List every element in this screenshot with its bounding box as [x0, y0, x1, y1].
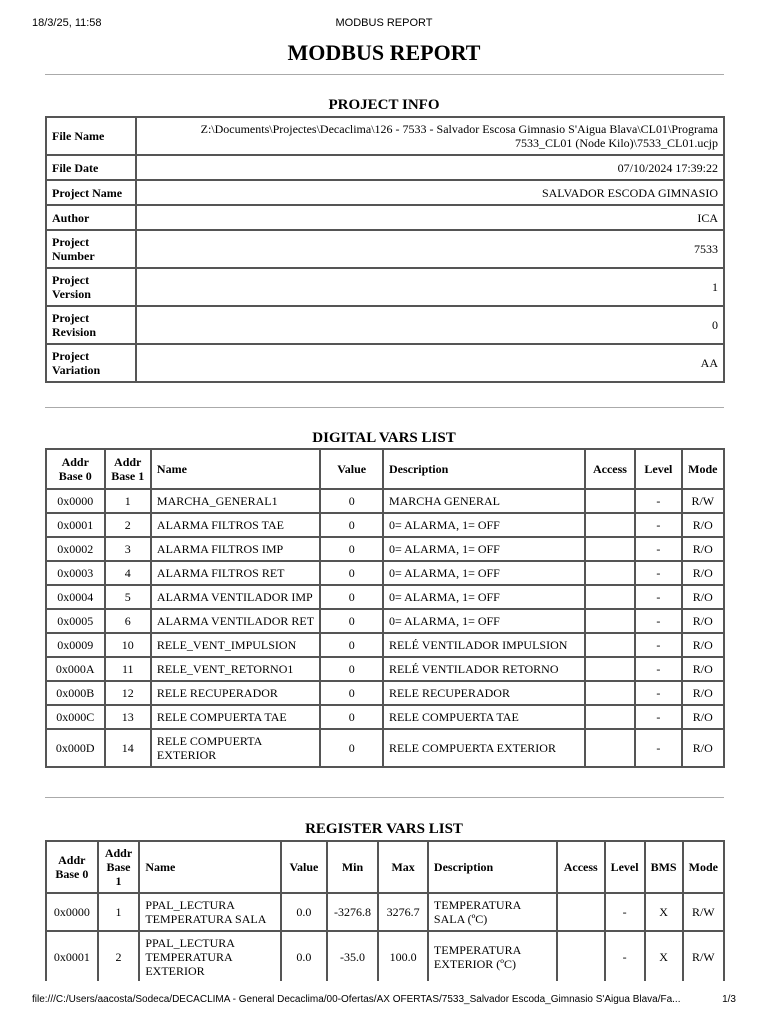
cell-addr0: 0x000D [46, 729, 105, 767]
print-header [32, 17, 736, 31]
cell-value: 0 [320, 609, 383, 633]
print-title: MODBUS REPORT [335, 17, 433, 29]
cell-mode: R/O [682, 657, 724, 681]
cell-name: RELE COMPUERTA EXTERIOR [151, 729, 321, 767]
col-level: Level [605, 841, 645, 893]
report-title: MODBUS REPORT [287, 40, 481, 65]
cell-addr0: 0x0002 [46, 537, 105, 561]
table-row [46, 489, 724, 513]
cell-addr1: 12 [105, 681, 151, 705]
cell-mode: R/W [682, 489, 724, 513]
col-name: Name [151, 449, 321, 489]
register-vars-clip [0, 840, 768, 981]
cell-level: - [635, 729, 681, 767]
cell-value: 0 [320, 585, 383, 609]
cell-level: - [635, 609, 681, 633]
info-value: Z:\Documents\Projectes\Decaclima\126 - 7533 - Salvador Escosa Gimnasio S'Aigua Blava\CL01\Programa 7533_CL01 (Node Kilo)\7533_CL01.ucjp [136, 117, 724, 155]
cell-addr0: 0x0000 [46, 893, 98, 931]
info-value: 7533 [136, 230, 724, 268]
table-row [46, 633, 724, 657]
cell-value: 0 [320, 705, 383, 729]
cell-value: 0.0 [281, 893, 327, 931]
info-key: File Name [46, 117, 136, 155]
table-row [46, 585, 724, 609]
cell-name: ALARMA FILTROS IMP [151, 537, 321, 561]
cell-addr0: 0x0005 [46, 609, 105, 633]
register-vars-title: REGISTER VARS LIST [305, 821, 463, 837]
cell-addr1: 2 [105, 513, 151, 537]
cell-addr0: 0x0001 [46, 513, 105, 537]
cell-description: TEMPERATURA SALA (ºC) [428, 893, 557, 931]
cell-access [585, 705, 635, 729]
cell-value: 0 [320, 681, 383, 705]
col-mode: Mode [683, 841, 724, 893]
cell-addr1: 1 [98, 893, 140, 931]
cell-addr1: 3 [105, 537, 151, 561]
cell-addr1: 2 [98, 931, 140, 981]
info-value: AA [136, 344, 724, 382]
info-key: Project Name [46, 180, 136, 205]
cell-level: - [635, 537, 681, 561]
col-addr-base-0: Addr Base 0 [46, 449, 105, 489]
cell-mode: R/O [682, 585, 724, 609]
cell-description: RELE RECUPERADOR [383, 681, 585, 705]
cell-description: TEMPERATURA EXTERIOR (ºC) [428, 931, 557, 981]
cell-value: 0 [320, 537, 383, 561]
table-row [46, 561, 724, 585]
info-key: Project Variation [46, 344, 136, 382]
cell-access [585, 513, 635, 537]
table-row [46, 681, 724, 705]
col-value: Value [281, 841, 327, 893]
cell-mode: R/O [682, 513, 724, 537]
cell-description: 0= ALARMA, 1= OFF [383, 537, 585, 561]
cell-access [557, 893, 605, 931]
cell-name: ALARMA VENTILADOR IMP [151, 585, 321, 609]
project-info-title: PROJECT INFO [328, 97, 440, 113]
cell-mode: R/O [682, 537, 724, 561]
cell-access [585, 681, 635, 705]
cell-addr1: 10 [105, 633, 151, 657]
cell-description: RELE COMPUERTA EXTERIOR [383, 729, 585, 767]
col-max: Max [378, 841, 428, 893]
cell-description: RELÉ VENTILADOR IMPULSION [383, 633, 585, 657]
cell-min: -35.0 [327, 931, 379, 981]
col-addr-base-0: Addr Base 0 [46, 841, 98, 893]
col-addr-base-1: Addr Base 1 [98, 841, 140, 893]
cell-name: PPAL_LECTURA TEMPERATURA SALA [139, 893, 281, 931]
cell-addr0: 0x000B [46, 681, 105, 705]
cell-addr0: 0x0009 [46, 633, 105, 657]
info-value: 0 [136, 306, 724, 344]
cell-name: RELE RECUPERADOR [151, 681, 321, 705]
cell-value: 0 [320, 489, 383, 513]
table-row [46, 657, 724, 681]
info-value: 07/10/2024 17:39:22 [136, 155, 724, 180]
cell-value: 0.0 [281, 931, 327, 981]
cell-addr1: 14 [105, 729, 151, 767]
cell-mode: R/O [682, 633, 724, 657]
cell-addr0: 0x000C [46, 705, 105, 729]
project-info-table [45, 116, 725, 383]
cell-level: - [635, 681, 681, 705]
info-value: ICA [136, 205, 724, 230]
cell-description: RELE COMPUERTA TAE [383, 705, 585, 729]
info-value: SALVADOR ESCODA GIMNASIO [136, 180, 724, 205]
cell-max: 3276.7 [378, 893, 428, 931]
info-key: File Date [46, 155, 136, 180]
cell-addr0: 0x0001 [46, 931, 98, 981]
divider [45, 74, 724, 75]
cell-description: 0= ALARMA, 1= OFF [383, 513, 585, 537]
col-access: Access [585, 449, 635, 489]
cell-description: 0= ALARMA, 1= OFF [383, 561, 585, 585]
cell-description: RELÉ VENTILADOR RETORNO [383, 657, 585, 681]
print-footer [32, 994, 736, 1008]
cell-name: ALARMA FILTROS TAE [151, 513, 321, 537]
cell-name: MARCHA_GENERAL1 [151, 489, 321, 513]
cell-value: 0 [320, 657, 383, 681]
cell-value: 0 [320, 633, 383, 657]
col-access: Access [557, 841, 605, 893]
cell-access [585, 489, 635, 513]
col-addr-base-1: Addr Base 1 [105, 449, 151, 489]
cell-level: - [605, 931, 645, 981]
table-row [46, 705, 724, 729]
cell-level: - [635, 585, 681, 609]
cell-addr1: 11 [105, 657, 151, 681]
table-row [46, 893, 724, 931]
cell-mode: R/O [682, 681, 724, 705]
col-description: Description [428, 841, 557, 893]
info-key: Author [46, 205, 136, 230]
cell-value: 0 [320, 729, 383, 767]
cell-addr1: 6 [105, 609, 151, 633]
cell-name: RELE_VENT_IMPULSION [151, 633, 321, 657]
table-row [46, 344, 724, 382]
cell-name: PPAL_LECTURA TEMPERATURA EXTERIOR [139, 931, 281, 981]
col-level: Level [635, 449, 681, 489]
cell-addr0: 0x0003 [46, 561, 105, 585]
cell-level: - [635, 633, 681, 657]
cell-name: ALARMA VENTILADOR RET [151, 609, 321, 633]
cell-mode: R/O [682, 705, 724, 729]
cell-bms: X [645, 931, 683, 981]
info-key: Project Version [46, 268, 136, 306]
cell-access [585, 537, 635, 561]
cell-addr1: 5 [105, 585, 151, 609]
info-value: 1 [136, 268, 724, 306]
cell-value: 0 [320, 561, 383, 585]
cell-level: - [635, 561, 681, 585]
info-key: Project Revision [46, 306, 136, 344]
table-row [46, 230, 724, 268]
divider [45, 797, 724, 798]
table-row [46, 729, 724, 767]
cell-access [585, 561, 635, 585]
cell-addr0: 0x000A [46, 657, 105, 681]
table-row [46, 609, 724, 633]
cell-value: 0 [320, 513, 383, 537]
cell-addr0: 0x0000 [46, 489, 105, 513]
digital-vars-title: DIGITAL VARS LIST [312, 430, 456, 446]
table-row [46, 180, 724, 205]
cell-level: - [635, 705, 681, 729]
cell-name: RELE COMPUERTA TAE [151, 705, 321, 729]
cell-level: - [635, 513, 681, 537]
cell-level: - [635, 489, 681, 513]
cell-level: - [635, 657, 681, 681]
info-key: Project Number [46, 230, 136, 268]
cell-name: ALARMA FILTROS RET [151, 561, 321, 585]
cell-access [585, 633, 635, 657]
cell-access [585, 657, 635, 681]
cell-addr1: 4 [105, 561, 151, 585]
cell-bms: X [645, 893, 683, 931]
page-number: 1/3 [722, 994, 736, 1005]
cell-mode: R/O [682, 609, 724, 633]
col-description: Description [383, 449, 585, 489]
cell-access [585, 609, 635, 633]
cell-mode: R/W [683, 931, 724, 981]
col-value: Value [320, 449, 383, 489]
cell-addr1: 1 [105, 489, 151, 513]
cell-mode: R/O [682, 561, 724, 585]
cell-min: -3276.8 [327, 893, 379, 931]
table-row [46, 513, 724, 537]
cell-access [585, 729, 635, 767]
cell-level: - [605, 893, 645, 931]
cell-name: RELE_VENT_RETORNO1 [151, 657, 321, 681]
col-name: Name [139, 841, 281, 893]
cell-description: MARCHA GENERAL [383, 489, 585, 513]
table-row [46, 117, 724, 155]
table-row [46, 306, 724, 344]
col-bms: BMS [645, 841, 683, 893]
cell-mode: R/O [682, 729, 724, 767]
col-mode: Mode [682, 449, 724, 489]
print-date: 18/3/25, 11:58 [32, 17, 102, 29]
table-row [46, 205, 724, 230]
file-url: file:///C:/Users/aacosta/Sodeca/DECACLIMA - General Decaclima/00-Ofertas/AX OFERTAS/7533_Salvador Escoda_Gimnasio S'Aigua Blava/Fa... [32, 994, 681, 1005]
divider [45, 407, 724, 408]
cell-description: 0= ALARMA, 1= OFF [383, 585, 585, 609]
register-vars-table [45, 840, 725, 981]
cell-max: 100.0 [378, 931, 428, 981]
cell-access [585, 585, 635, 609]
digital-vars-table [45, 448, 725, 768]
col-min: Min [327, 841, 379, 893]
cell-description: 0= ALARMA, 1= OFF [383, 609, 585, 633]
table-row [46, 931, 724, 981]
cell-addr0: 0x0004 [46, 585, 105, 609]
cell-addr1: 13 [105, 705, 151, 729]
cell-mode: R/W [683, 893, 724, 931]
table-row [46, 268, 724, 306]
cell-access [557, 931, 605, 981]
table-row [46, 155, 724, 180]
table-row [46, 537, 724, 561]
